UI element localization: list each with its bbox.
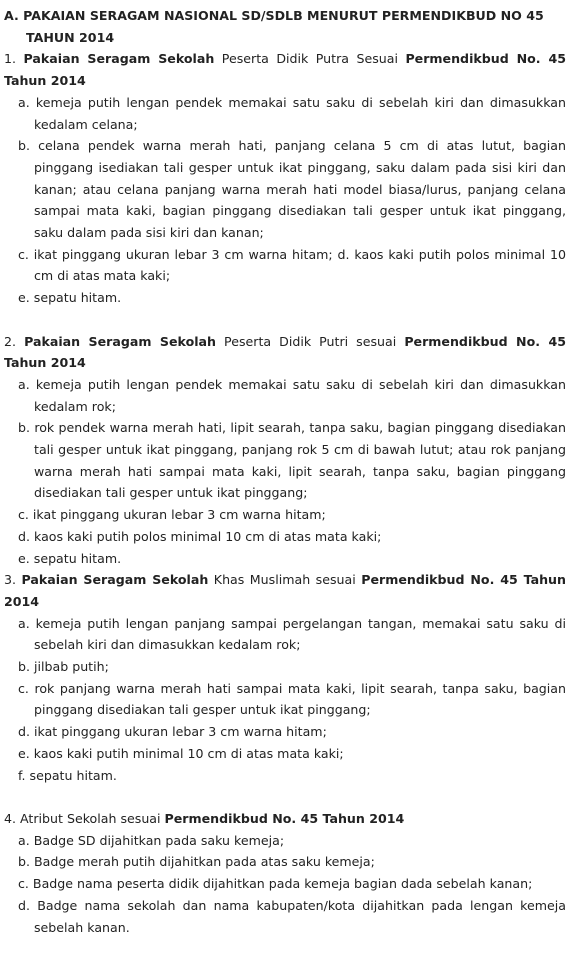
document-heading xyxy=(4,5,566,48)
section-2-heading xyxy=(4,331,566,374)
list-item: b. rok pendek warna merah hati, lipit searah, tanpa saku, bagian pinggang disediakan tali gesper untuk ikat pinggang, panjang rok 5 cm di bawah lutut; atau rok panjang warna merah hati sampai mata kaki, lipit searah, tanpa saku, bagian pinggang disediakan tali gesper untuk ikat pinggang; xyxy=(18,420,566,501)
section-2-list xyxy=(4,374,566,569)
list-item: a. kemeja putih lengan pendek memakai satu saku di sebelah kiri dan dimasukkan kedalam rok; xyxy=(18,376,566,414)
heading-line-2: TAHUN 2014 xyxy=(26,29,115,45)
section-3-title-bold: Pakaian Seragam Sekolah xyxy=(21,572,209,588)
list-item: c. Badge nama peserta didik dijahitkan pada kemeja bagian dada sebelah kanan; xyxy=(18,876,533,892)
spacer xyxy=(4,786,566,808)
section-3-list xyxy=(4,613,566,787)
spacer xyxy=(4,309,566,331)
section-4-number: 4. xyxy=(4,810,17,826)
section-2-title-text: Peserta Didik Putri sesuai xyxy=(216,333,405,349)
section-1 xyxy=(4,48,566,308)
heading-line-1: A. PAKAIAN SERAGAM NASIONAL SD/SDLB MENURUT PERMENDIKBUD NO 45 xyxy=(4,8,544,23)
section-4-title-text: Atribut Sekolah sesuai xyxy=(16,810,165,826)
section-1-title-text: Peserta Didik Putra Sesuai xyxy=(214,51,406,67)
list-item: d. Badge nama sekolah dan nama kabupaten/kota dijahitkan pada lengan kemeja sebelah kanan. xyxy=(18,897,566,935)
list-item: d. ikat pinggang ukuran lebar 3 cm warna hitam; xyxy=(18,724,327,740)
section-1-heading xyxy=(4,48,566,91)
section-2 xyxy=(4,331,566,570)
list-item: c. ikat pinggang ukuran lebar 3 cm warna hitam; xyxy=(18,507,326,523)
section-4-heading xyxy=(4,808,566,830)
list-item: e. sepatu hitam. xyxy=(18,550,122,566)
section-1-title-bold: Pakaian Seragam Sekolah xyxy=(23,51,215,67)
section-3-title-text: Khas Muslimah sesuai xyxy=(208,572,362,588)
list-item: b. Badge merah putih dijahitkan pada atas saku kemeja; xyxy=(18,854,375,870)
section-3 xyxy=(4,569,566,786)
list-item: d. kaos kaki putih polos minimal 10 cm di atas mata kaki; xyxy=(18,528,382,544)
list-item: b. jilbab putih; xyxy=(18,659,109,675)
list-item: b. celana pendek warna merah hati, panjang celana 5 cm di atas lutut, bagian pinggang isediakan tali gesper untuk ikat pinggang, saku dalam pada sisi kiri dan kanan; atau celana panjang warna merah hati model biasa/lurus, panjang celana sampai mata kaki, bagian pinggang disediakan tali gesper untuk ikat pinggang, saku dalam pada sisi kiri dan kanan; xyxy=(18,138,566,241)
section-3-regulation: Permendikbud No. 45 Tahun 2014 xyxy=(4,572,566,609)
list-item: e. kaos kaki putih minimal 10 cm di atas mata kaki; xyxy=(18,745,344,761)
section-2-number: 2. xyxy=(4,333,17,349)
list-item: f. sepatu hitam. xyxy=(18,767,117,783)
section-4-list xyxy=(4,830,566,939)
list-item: a. kemeja putih lengan pendek memakai satu saku di sebelah kiri dan dimasukkan kedalam celana; xyxy=(18,94,566,132)
section-4 xyxy=(4,808,566,938)
section-1-regulation: Permendikbud No. 45 Tahun 2014 xyxy=(4,51,566,89)
list-item: a. Badge SD dijahitkan pada saku kemeja; xyxy=(18,832,285,848)
section-4-regulation: Permendikbud No. 45 Tahun 2014 xyxy=(164,810,405,826)
section-2-regulation: Permendikbud No. 45 Tahun 2014 xyxy=(4,333,566,371)
section-3-heading xyxy=(4,569,566,612)
section-2-title-bold: Pakaian Seragam Sekolah xyxy=(24,333,217,349)
list-item: c. rok panjang warna merah hati sampai mata kaki, lipit searah, tanpa saku, bagian pinggang disediakan tali gesper untuk ikat pinggang; xyxy=(18,680,566,718)
list-item: a. kemeja putih lengan panjang sampai pergelangan tangan, memakai satu saku di sebelah kiri dan dimasukkan kedalam rok; xyxy=(18,615,566,653)
section-3-number: 3. xyxy=(4,572,17,588)
section-1-list xyxy=(4,92,566,309)
list-item: e. sepatu hitam. xyxy=(18,290,122,306)
list-item: c. ikat pinggang ukuran lebar 3 cm warna hitam; d. kaos kaki putih polos minimal 10 cm di atas mata kaki; xyxy=(18,246,566,284)
section-1-number: 1. xyxy=(4,51,17,67)
